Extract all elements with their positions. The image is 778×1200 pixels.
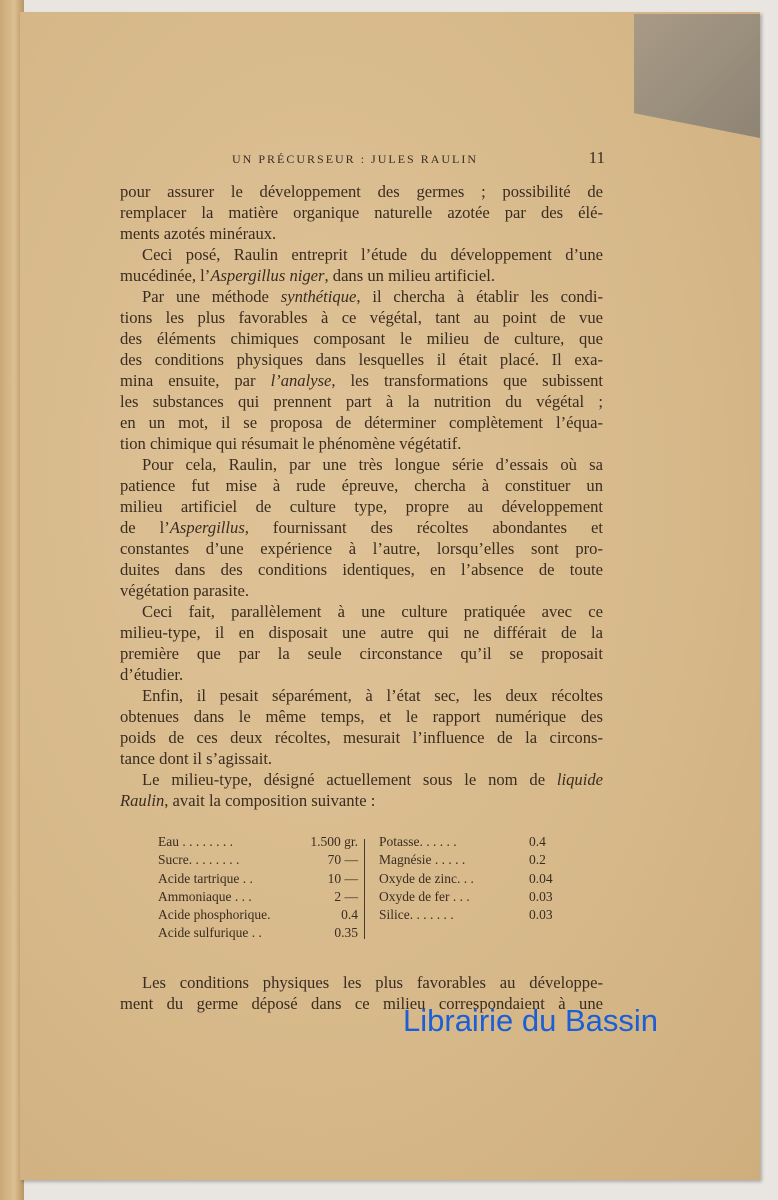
composition-row: [379, 833, 569, 851]
text-line: [120, 685, 603, 706]
text-line: [120, 307, 603, 328]
italic-text: Aspergillus: [169, 518, 245, 537]
column-divider: [364, 839, 365, 939]
text-segment: remplacer la matière organique naturelle azotée par des élé-: [120, 203, 603, 222]
text-line: [120, 790, 603, 811]
composition-row: [158, 924, 358, 942]
italic-text: liquide: [556, 770, 603, 789]
text-line: [120, 412, 603, 433]
text-segment: duites dans des conditions identiques, en l’absence de toute: [120, 560, 603, 579]
text-line: [120, 664, 603, 685]
composition-row: [158, 870, 358, 888]
ingredient-name: Oxyde de zinc. . .: [379, 870, 474, 886]
composition-row: [379, 888, 569, 906]
running-title: UN PRÉCURSEUR : JULES RAULIN: [232, 152, 479, 166]
composition-right-column: [379, 833, 569, 924]
text-segment: , avait la composition suivante :: [164, 791, 376, 810]
text-segment: ment du germe déposé dans ce milieu correspondaient à une: [120, 994, 603, 1013]
watermark: Librairie du Bassin: [403, 1003, 659, 1038]
text-line: [120, 349, 603, 370]
italic-text: synthétique: [280, 287, 357, 306]
ingredient-name: Acide tartrique . .: [158, 870, 253, 886]
text-segment: végétation parasite.: [120, 581, 250, 600]
composition-row: [379, 870, 569, 888]
ingredient-amount: 70 —: [327, 852, 358, 868]
text-line: [120, 496, 603, 517]
text-segment: patience fut mise à rude épreuve, chercha à constituer un: [120, 476, 603, 495]
body-text: [120, 181, 603, 811]
ingredient-name: Ammoniaque . . .: [158, 888, 252, 904]
text-segment: Les conditions physiques les plus favorables au développe-: [142, 973, 603, 992]
text-segment: , il chercha à établir les condi-: [356, 287, 603, 306]
composition-row: [379, 906, 569, 924]
composition-row: [379, 851, 569, 869]
text-segment: Ceci posé, Raulin entreprit l’étude du développement d’une: [142, 245, 603, 264]
ingredient-amount: 2 —: [334, 888, 358, 904]
text-line: [120, 328, 603, 349]
ingredient-name: Silice. . . . . . .: [379, 907, 454, 923]
ingredient-name: Sucre. . . . . . . .: [158, 852, 240, 868]
text-segment: Enfin, il pesait séparément, à l’état sec, les deux récoltes: [142, 686, 603, 705]
text-line: [120, 580, 603, 601]
text-segment: ments azotés minéraux.: [120, 224, 277, 243]
text-line: [120, 517, 603, 538]
ingredient-amount: 0.03: [529, 888, 553, 904]
composition-row: [158, 833, 358, 851]
ingredient-name: Potasse. . . . . .: [379, 834, 457, 849]
text-segment: d’étudier.: [120, 665, 184, 684]
ingredient-amount: 0.2: [529, 852, 546, 868]
composition-row: [158, 888, 358, 906]
text-segment: constantes d’une expérience à l’autre, lorsqu’elles sont pro-: [120, 539, 603, 558]
italic-text: Aspergillus niger: [210, 266, 325, 285]
text-line: [120, 559, 603, 580]
text-line: [120, 202, 603, 223]
italic-text: l’analyse: [270, 371, 332, 390]
text-segment: , dans un milieu artificiel.: [324, 266, 495, 285]
text-segment: Pour cela, Raulin, par une très longue série d’essais où sa: [142, 455, 603, 474]
text-line: [120, 454, 603, 475]
text-line: [120, 538, 603, 559]
text-segment: tions les plus favorables à ce végétal, tant au point de vue: [120, 308, 603, 327]
composition-left-column: [158, 833, 358, 943]
text-line: [120, 223, 603, 244]
text-line: [120, 972, 603, 993]
text-segment: , les transformations que subissent: [331, 371, 603, 390]
text-line: [120, 475, 603, 496]
text-segment: tion chimique qui résumait le phénomène végétatif.: [120, 434, 462, 453]
text-segment: des éléments chimiques composant le milieu de culture, que: [120, 329, 603, 348]
text-line: [120, 706, 603, 727]
text-line: [120, 643, 603, 664]
text-segment: , fournissant des récoltes abondantes et: [244, 518, 603, 537]
text-segment: Par une méthode: [142, 287, 281, 306]
text-segment: milieu-type, il en disposait une autre qui ne différait de la: [120, 623, 603, 642]
text-line: [120, 370, 603, 391]
ingredient-amount: 0.35: [334, 925, 358, 941]
ingredient-name: Acide sulfurique . .: [158, 925, 262, 941]
composition-row: [158, 906, 358, 924]
text-segment: de l’: [120, 518, 170, 537]
text-line: [120, 181, 603, 202]
text-segment: milieu artificiel de culture type, propre au développement: [120, 497, 603, 516]
text-line: [120, 244, 603, 265]
ingredient-name: Eau . . . . . . . .: [158, 834, 233, 849]
text-line: [120, 748, 603, 769]
text-line: [120, 622, 603, 643]
text-segment: Ceci fait, parallèlement à une culture pratiquée avec ce: [142, 602, 603, 621]
text-segment: mina ensuite, par: [120, 371, 271, 390]
text-line: [120, 727, 603, 748]
composition-row: [158, 851, 358, 869]
ingredient-amount: 10 —: [327, 870, 358, 886]
ingredient-name: Acide phosphorique.: [158, 907, 271, 923]
ingredient-name: Oxyde de fer . . .: [379, 888, 470, 904]
text-segment: en un mot, il se proposa de déterminer complètement l’équa-: [120, 413, 603, 432]
italic-text: Raulin: [120, 791, 165, 810]
text-line: [120, 601, 603, 622]
text-line: [120, 391, 603, 412]
ingredient-amount: 0.4: [529, 834, 546, 849]
text-segment: mucédinée, l’: [120, 266, 211, 285]
page-number: 11: [588, 148, 605, 167]
text-line: [120, 769, 603, 790]
text-segment: poids de ces deux récoltes, mesurait l’influence de la circons-: [120, 728, 603, 747]
text-line: [120, 265, 603, 286]
text-line: [120, 286, 603, 307]
text-segment: pour assurer le développement des germes ; possibilité de: [120, 182, 603, 201]
text-segment: des conditions physiques dans lesquelles il était placé. Il exa-: [120, 350, 603, 369]
ingredient-amount: 1.500 gr.: [310, 834, 358, 849]
text-line: [120, 433, 603, 454]
ingredient-amount: 0.4: [341, 907, 358, 923]
text-segment: Le milieu-type, désigné actuellement sous le nom de: [142, 770, 557, 789]
text-segment: les substances qui prennent part à la nutrition du végétal ;: [120, 392, 603, 411]
text-segment: tance dont il s’agissait.: [120, 749, 273, 768]
text-segment: première que par la seule circonstance qu’il se proposait: [120, 644, 603, 663]
ingredient-amount: 0.03: [529, 907, 553, 923]
text-segment: obtenues dans le même temps, et le rapport numérique des: [120, 707, 603, 726]
ingredient-amount: 0.04: [529, 870, 553, 886]
ingredient-name: Magnésie . . . . .: [379, 852, 466, 868]
